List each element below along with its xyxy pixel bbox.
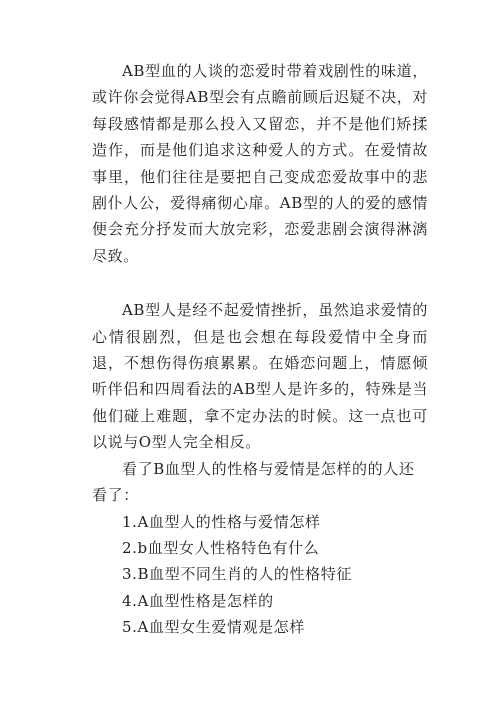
related-article-link[interactable]: 2.b血型女人性格特色有什么: [122, 538, 320, 557]
related-article-link[interactable]: 3.B血型不同生肖的人的性格特征: [122, 565, 352, 584]
related-article-link[interactable]: 4.A血型性格是怎样的: [122, 591, 274, 610]
document-page: [92, 58, 428, 641]
related-article-link[interactable]: 5.A血型女生爱情观是怎样: [122, 618, 305, 637]
paragraph-ab-setbacks: AB型人是经不起爱情挫折，虽然追求爱情的心情很剧烈，但是也会想在每段爱情中全身而退，不想伤得伤痕累累。在婚恋问题上，情愿倾听伴侣和四周看法的AB型人是许多的，特殊是当他们碰上难题，拿不定办法的时候。这一点也可以说与O型人完全相反。: [92, 301, 428, 452]
related-articles-list: [92, 509, 428, 641]
related-article-link[interactable]: 1.A血型人的性格与爱情怎样: [122, 512, 321, 531]
paragraph-ab-romance: AB型血的人谈的恋爱时带着戏剧性的味道，或许你会觉得AB型会有点瞻前顾后迟疑不决，对每段感情都是那么投入又留恋，并不是他们矫揉造作，而是他们追求这种爱人的方式。在爱情故事里，他们往往是要把自己变成恋爱故事中的悲剧仆人公，爱得痛彻心扉。AB型的人的爱的感情便会充分抒发而大放完彩，恋爱悲剧会演得淋漓尽致。: [92, 62, 428, 265]
related-heading: 看了B血型人的性格与爱情是怎样的的人还看了：: [92, 459, 415, 505]
